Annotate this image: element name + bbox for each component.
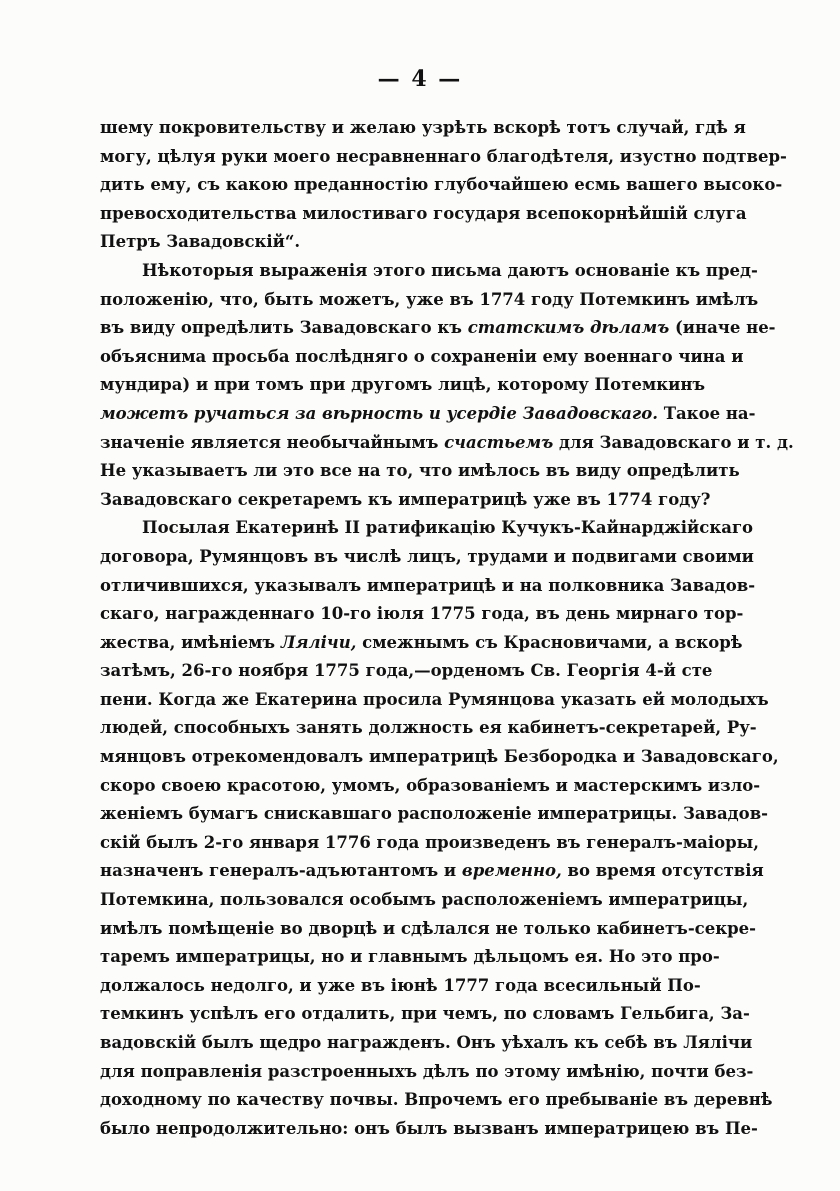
text-line bbox=[100, 1115, 758, 1144]
text-segment: таремъ императрицы, но и главнымъ дѣльцомъ ея. Но это про- bbox=[100, 947, 720, 967]
text-segment: превосходительства милостиваго государя всепокорнѣйшій слуга bbox=[100, 203, 747, 223]
text-segment: вадовскій былъ щедро награжденъ. Онъ уѣхалъ къ себѣ въ Лялічи bbox=[100, 1033, 753, 1052]
text-line bbox=[100, 400, 756, 429]
text-segment: отличившихся, указывалъ императрицѣ и на полковника Завадов- bbox=[100, 575, 756, 595]
text-segment: мянцовъ отрекомендовалъ императрицѣ Безбородка и Завадовскаго, bbox=[100, 747, 779, 767]
text-line bbox=[100, 800, 769, 829]
text-line bbox=[100, 457, 740, 486]
italic-text: Лялічи, bbox=[280, 632, 357, 652]
text-line bbox=[100, 543, 754, 572]
text-segment: людей, способныхъ занять должность ея кабинетъ-секретарей, Ру- bbox=[100, 718, 757, 738]
text-segment: дить ему, съ какою преданностію глубочайшею есмь вашего высоко- bbox=[100, 175, 783, 195]
text-segment: во время отсутствія bbox=[561, 861, 764, 881]
text-line bbox=[100, 371, 706, 400]
text-segment: имѣлъ помѣщеніе во дворцѣ и сдѣлался не только кабинетъ-секре- bbox=[100, 918, 757, 938]
text-segment: было непродолжительно: онъ былъ вызванъ императрицею въ Пе- bbox=[100, 1118, 758, 1138]
text-segment: договора, Румянцовъ въ числѣ лицъ, трудами и подвигами своими bbox=[100, 546, 754, 566]
text-line bbox=[100, 286, 759, 315]
text-line bbox=[100, 143, 787, 172]
text-line bbox=[100, 886, 749, 915]
text-segment: должалось недолго, и уже въ іюнѣ 1777 года всесильный По- bbox=[100, 975, 701, 995]
text-line bbox=[100, 772, 761, 801]
text-segment: значеніе является необычайнымъ bbox=[100, 432, 445, 452]
text-line bbox=[100, 257, 758, 286]
text-line bbox=[100, 943, 720, 972]
text-line bbox=[100, 429, 794, 458]
text-line bbox=[100, 1000, 750, 1029]
text-line bbox=[100, 1058, 754, 1087]
text-segment: Нѣкоторыя выраженія этого письма даютъ основаніе къ пред- bbox=[142, 260, 758, 280]
text-line bbox=[100, 1086, 773, 1115]
text-line bbox=[100, 171, 783, 200]
text-segment: (иначе не- bbox=[669, 318, 776, 338]
text-segment: Такое на- bbox=[657, 403, 756, 423]
text-line bbox=[100, 514, 754, 543]
text-line bbox=[100, 857, 764, 886]
body-text bbox=[100, 114, 794, 1143]
text-line bbox=[100, 743, 779, 772]
text-line bbox=[100, 915, 757, 944]
text-segment: затѣмъ, 26-го ноября 1775 года,—орденомъ Св. Георгія 4-й сте bbox=[100, 661, 713, 681]
italic-text: статскимъ дѣламъ bbox=[467, 318, 670, 338]
text-segment: Завадовскаго секретаремъ къ императрицѣ уже въ 1774 году? bbox=[100, 489, 711, 509]
text-segment: положенію, что, быть можетъ, уже въ 1774 году Потемкинъ имѣлъ bbox=[100, 289, 759, 309]
page-number: — 4 — bbox=[377, 66, 463, 92]
text-segment: Потемкина, пользовался особымъ расположеніемъ императрицы, bbox=[100, 890, 749, 910]
text-line bbox=[100, 686, 769, 715]
text-line bbox=[100, 200, 747, 229]
text-segment: Не указываетъ ли это все на то, что имѣлось въ виду опредѣлить bbox=[100, 461, 740, 481]
paragraph bbox=[100, 257, 794, 514]
text-segment: жества, имѣніемъ bbox=[100, 632, 281, 652]
paragraph bbox=[100, 514, 779, 1143]
italic-text: можетъ ручаться за вѣрность и усердіе Завадовскаго. bbox=[100, 403, 658, 423]
text-segment: Посылая Екатеринѣ II ратификацію Кучукъ-Кайнарджійскаго bbox=[142, 518, 754, 538]
text-segment: могу, цѣлуя руки моего несравненнаго благодѣтеля, изустно подтвер- bbox=[100, 146, 787, 166]
text-line bbox=[100, 657, 713, 686]
text-segment: для поправленія разстроенныхъ дѣлъ по этому имѣнію, почти без- bbox=[100, 1061, 754, 1081]
text-segment: смежнымъ съ Красновичами, а вскорѣ bbox=[356, 632, 743, 652]
text-segment: для Завадовскаго и т. д. bbox=[553, 432, 794, 452]
text-segment: въ виду опредѣлить Завадовскаго къ bbox=[100, 318, 468, 338]
text-segment: скоро своею красотою, умомъ, образованіемъ и мастерскимъ изло- bbox=[100, 775, 761, 795]
italic-text: счастьемъ bbox=[444, 432, 554, 452]
paragraph bbox=[100, 114, 787, 257]
text-line bbox=[100, 228, 696, 257]
text-segment: женіемъ бумагъ снискавшаго расположеніе императрицы. Завадов- bbox=[100, 804, 769, 824]
text-line bbox=[100, 314, 776, 343]
text-segment: скій былъ 2-го января 1776 года произведенъ въ генералъ-маіоры, bbox=[100, 832, 759, 852]
text-segment: мундира) и при томъ при другомъ лицѣ, которому Потемкинъ bbox=[100, 375, 706, 395]
text-segment: доходному по качеству почвы. Впрочемъ его пребываніе въ деревнѣ bbox=[100, 1090, 773, 1110]
text-line bbox=[100, 572, 756, 601]
text-segment: пени. Когда же Екатерина просила Румянцова указать ей молодыхъ bbox=[100, 689, 769, 709]
text-segment: назначенъ генералъ-адъютантомъ и bbox=[100, 861, 462, 881]
text-line bbox=[100, 829, 759, 858]
text-segment: шему покровительству и желаю узрѣть вскорѣ тотъ случай, гдѣ я bbox=[100, 118, 746, 137]
text-line bbox=[100, 114, 746, 143]
italic-text: временно, bbox=[461, 861, 562, 881]
text-line bbox=[100, 1029, 753, 1058]
text-segment: темкинъ успѣлъ его отдалить, при чемъ, по словамъ Гельбига, За- bbox=[100, 1004, 750, 1024]
text-line bbox=[100, 343, 744, 372]
text-line bbox=[100, 629, 743, 658]
text-line bbox=[100, 600, 744, 629]
text-segment: объяснима просьба послѣдняго о сохраненіи ему военнаго чина и bbox=[100, 346, 744, 366]
text-line bbox=[100, 714, 757, 743]
text-line bbox=[100, 486, 711, 515]
text-segment: скаго, награжденнаго 10-го іюля 1775 года, въ день мирнаго тор- bbox=[100, 604, 744, 624]
text-line bbox=[100, 972, 701, 1001]
text-segment: Петръ Завадовскій“. bbox=[100, 232, 301, 252]
